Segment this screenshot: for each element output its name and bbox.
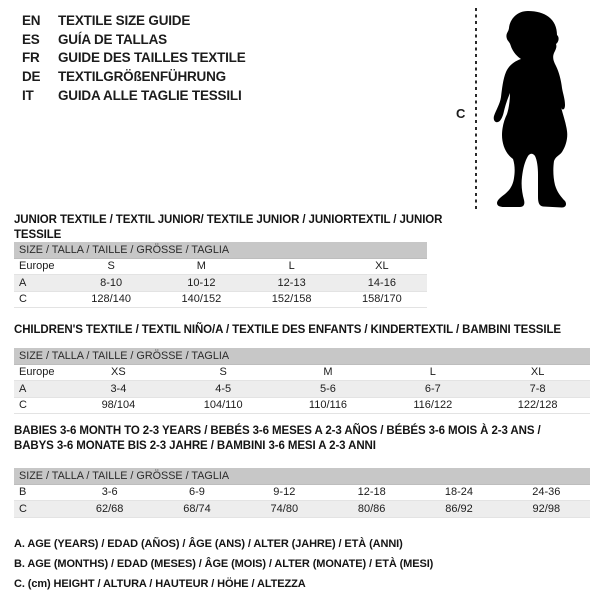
- table-cell: M: [276, 364, 381, 381]
- size-table: [14, 468, 590, 518]
- table-cell: 152/158: [247, 291, 337, 308]
- lang-row-it: [22, 86, 246, 105]
- table-cell: 68/74: [153, 501, 240, 518]
- lang-code: FR: [22, 50, 40, 66]
- table-cell: 3-6: [66, 484, 153, 501]
- lang-row-en: [22, 11, 246, 30]
- table-cell: 6-9: [153, 484, 240, 501]
- table-cell: 140/152: [156, 291, 246, 308]
- table-row: [14, 397, 590, 414]
- lang-label: GUÍA DE TALLAS: [58, 31, 167, 47]
- row-label: C: [14, 397, 66, 414]
- table-cell: 92/98: [503, 501, 590, 518]
- table-row: [14, 275, 427, 292]
- table-cell: 122/128: [485, 397, 590, 414]
- table-cell: 98/104: [66, 397, 171, 414]
- height-marker-dotted-line: [475, 8, 477, 210]
- table-cell: 74/80: [241, 501, 328, 518]
- table-cell: 128/140: [66, 291, 156, 308]
- table-cell: 86/92: [415, 501, 502, 518]
- row-label: Europe: [14, 258, 66, 275]
- table-row: [14, 258, 427, 275]
- table-row: [14, 364, 590, 381]
- table-cell: S: [171, 364, 276, 381]
- row-label: B: [14, 484, 66, 501]
- table-cell: 18-24: [415, 484, 502, 501]
- table-cell: 14-16: [337, 275, 427, 292]
- table-cell: 24-36: [503, 484, 590, 501]
- childrens-textile-title: CHILDREN'S TEXTILE / TEXTIL NIÑO/A / TEXTILE DES ENFANTS / KINDERTEXTIL / BAMBINI TESSILE: [14, 324, 561, 336]
- babies-textile-table: [14, 468, 590, 518]
- table-cell: XL: [485, 364, 590, 381]
- note-b: B. AGE (MONTHS) / EDAD (MESES) / ÂGE (MOIS) / ALTER (MONATE) / ETÀ (MESI): [14, 558, 434, 570]
- size-table: [14, 242, 427, 308]
- lang-row-es: [22, 30, 246, 49]
- table-cell: XL: [337, 258, 427, 275]
- row-label: A: [14, 381, 66, 398]
- height-marker-label: C: [456, 106, 466, 121]
- table-row: [14, 291, 427, 308]
- table-cell: 10-12: [156, 275, 246, 292]
- row-label: C: [14, 501, 66, 518]
- table-cell: M: [156, 258, 246, 275]
- table-row: [14, 484, 590, 501]
- table-cell: 110/116: [276, 397, 381, 414]
- lang-label: GUIDE DES TAILLES TEXTILE: [58, 50, 246, 66]
- row-label: Europe: [14, 364, 66, 381]
- table-cell: 80/86: [328, 501, 415, 518]
- lang-code: IT: [22, 88, 34, 104]
- table-cell: 158/170: [337, 291, 427, 308]
- lang-code: EN: [22, 12, 41, 28]
- table-cell: 12-18: [328, 484, 415, 501]
- table-cell: 116/122: [380, 397, 485, 414]
- junior-textile-title: JUNIOR TEXTILE / TEXTIL JUNIOR/ TEXTILE JUNIOR / JUNIORTEXTIL / JUNIOR TESSILE: [14, 214, 443, 241]
- lang-label: TEXTILGRÖßENFÜHRUNG: [58, 69, 226, 85]
- lang-row-de: [22, 67, 246, 86]
- row-label: A: [14, 275, 66, 292]
- note-c: C. (cm) HEIGHT / ALTURA / HAUTEUR / HÖHE / ALTEZZA: [14, 578, 306, 590]
- junior-textile-table: [14, 242, 427, 308]
- table-cell: 62/68: [66, 501, 153, 518]
- table-cell: 8-10: [66, 275, 156, 292]
- table-cell: 3-4: [66, 381, 171, 398]
- lang-label: GUIDA ALLE TAGLIE TESSILI: [58, 88, 242, 104]
- size-table: [14, 348, 590, 414]
- table-cell: S: [66, 258, 156, 275]
- lang-code: ES: [22, 31, 40, 47]
- childrens-textile-table: [14, 348, 590, 414]
- size-header-bar: SIZE / TALLA / TAILLE / GRÖSSE / TAGLIA: [14, 468, 590, 484]
- table-cell: 104/110: [171, 397, 276, 414]
- table-cell: 9-12: [241, 484, 328, 501]
- size-header-bar: SIZE / TALLA / TAILLE / GRÖSSE / TAGLIA: [14, 242, 427, 258]
- table-cell: 5-6: [276, 381, 381, 398]
- size-header-bar: SIZE / TALLA / TAILLE / GRÖSSE / TAGLIA: [14, 348, 590, 364]
- table-cell: 7-8: [485, 381, 590, 398]
- table-row: [14, 501, 590, 518]
- baby-silhouette-icon: [490, 4, 592, 209]
- table-row: [14, 381, 590, 398]
- legend-notes: [14, 534, 433, 594]
- lang-code: DE: [22, 69, 41, 85]
- table-cell: L: [380, 364, 485, 381]
- lang-row-fr: [22, 49, 246, 68]
- row-label: C: [14, 291, 66, 308]
- table-cell: 6-7: [380, 381, 485, 398]
- table-cell: 4-5: [171, 381, 276, 398]
- language-title-block: [22, 11, 246, 105]
- lang-label: TEXTILE SIZE GUIDE: [58, 12, 191, 28]
- table-cell: XS: [66, 364, 171, 381]
- table-cell: 12-13: [247, 275, 337, 292]
- table-cell: L: [247, 258, 337, 275]
- babies-textile-title: BABIES 3-6 MONTH TO 2-3 YEARS / BEBÉS 3-6 MESES A 2-3 AÑOS / BÉBÉS 3-6 MOIS À 2-3 ANS / BABYS 3-6 MONATE BIS 2-3 JAHRE / BAMBINI 3-6 MESI A 2-3 ANNI: [14, 425, 541, 452]
- note-a: A. AGE (YEARS) / EDAD (AÑOS) / ÂGE (ANS) / ALTER (JAHRE) / ETÀ (ANNI): [14, 538, 403, 550]
